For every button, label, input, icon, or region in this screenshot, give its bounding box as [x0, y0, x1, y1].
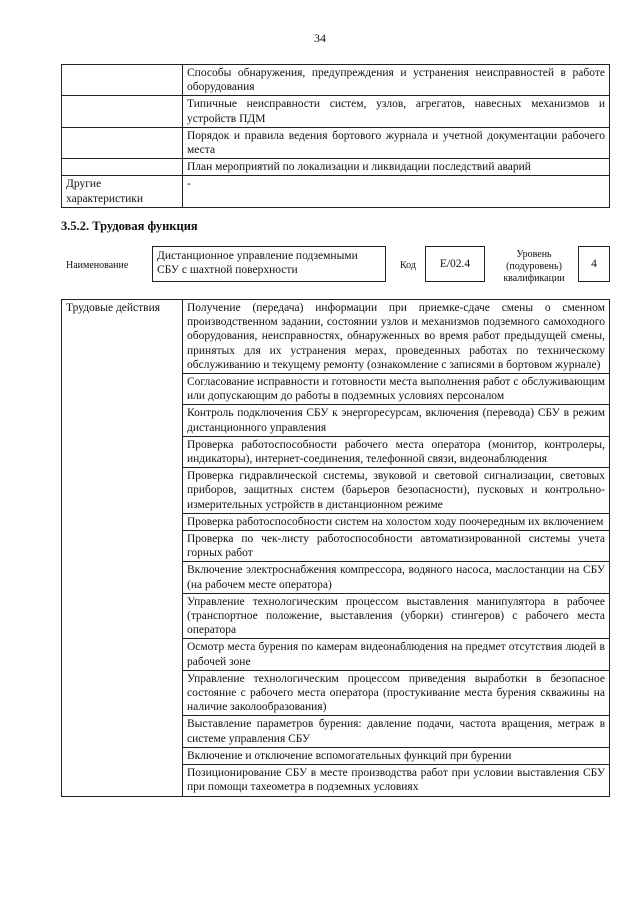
level-value: 4 [578, 246, 610, 282]
table-cell-empty [62, 96, 183, 127]
name-value: Дистанционное управление подземными СБУ с шахтной поверхности [152, 246, 386, 282]
table-cell: Способы обнаружения, предупреждения и устранения неисправностей в работе оборудования [183, 65, 610, 96]
labor-actions-table [61, 299, 610, 797]
table-row [62, 176, 610, 207]
labor-action-item: Проверка работоспособности систем на холостом ходу поочередным их включением [183, 513, 610, 530]
table-cell: Типичные неисправности систем, узлов, агрегатов, навесных механизмов и устройств ПДМ [183, 96, 610, 127]
labor-action-item: Выставление параметров бурения: давление подачи, частота вращения, метраж в системе управления СБУ [183, 716, 610, 747]
code-value: E/02.4 [425, 246, 485, 282]
labor-action-item: Осмотр места бурения по камерам видеонаблюдения на предмет отсутствия людей в рабочей зоне [183, 639, 610, 670]
table-row [62, 300, 610, 374]
page-number: 34 [314, 31, 326, 45]
level-label: Уровень (подуровень) квалификации [503, 249, 565, 284]
other-characteristics-label: Другие характеристики [62, 176, 183, 207]
labor-action-item: Управление технологическим процессом выставления манипулятора в рабочее (транспортное положение, выставления (уборки) стингеров) с рабочего места оператора [183, 593, 610, 639]
section-heading: 3.5.2. Трудовая функция [61, 219, 198, 233]
labor-action-item: Позиционирование СБУ в месте производства работ при условии выставления СБУ при помощи тахеометра в подземных условиях [183, 765, 610, 796]
other-characteristics-value: - [183, 176, 610, 207]
labor-action-item: Включение и отключение вспомогательных функций при бурении [183, 747, 610, 764]
table-cell-empty [62, 65, 183, 96]
labor-action-item: Получение (передача) информации при приемке-сдаче смены о сменном производственном задании, состоянии узлов и механизмов подземного самоходного оборудования, неисправностях, обнаруженных во время работ предыдущей смены, принятых для их устранения мерах, проведенных работах по техническому обслуживанию и текущему ремонту (ознакомление с записями в бортовом журнале) [183, 300, 610, 374]
table-cell-empty [62, 159, 183, 176]
knowledge-table [61, 64, 610, 208]
table-row [62, 159, 610, 176]
table-row [62, 96, 610, 127]
labor-action-item: Проверка гидравлической системы, звуковой и световой сигнализации, световых приборов, защитных систем (барьеров безопасности), пусковых и контрольно-измерительных устройств в дистанционном режиме [183, 468, 610, 514]
labor-action-item: Включение электроснабжения компрессора, водяного насоса, маслостанции на СБУ (на рабочем месте оператора) [183, 562, 610, 593]
labor-action-item: Проверка работоспособности рабочего места оператора (монитор, контролеры, индикаторы), интернет-соединения, телефонной связи, видеонаблюдения [183, 436, 610, 467]
name-label: Наименование [66, 260, 129, 271]
table-cell-empty [62, 127, 183, 158]
code-label: Код [400, 260, 416, 271]
labor-action-item: Проверка по чек-листу работоспособности автоматизированной системы учета горных работ [183, 531, 610, 562]
labor-action-item: Управление технологическим процессом приведения выработки в безопасное состояние с рабочего места оператора (простукивание места бурения скважины на наличие заколообразования) [183, 670, 610, 716]
table-row [62, 65, 610, 96]
table-row [62, 127, 610, 158]
table-cell: План мероприятий по локализации и ликвидации последствий аварий [183, 159, 610, 176]
labor-action-item: Контроль подключения СБУ к энергоресурсам, включения (перевода) СБУ в режим дистанционного управления [183, 405, 610, 436]
labor-action-item: Согласование исправности и готовности места выполнения работ с обслуживающим или допускающим до работы в подземных условиях персоналом [183, 374, 610, 405]
labor-actions-label: Трудовые действия [62, 300, 183, 797]
table-cell: Порядок и правила ведения бортового журнала и учетной документации рабочего места [183, 127, 610, 158]
